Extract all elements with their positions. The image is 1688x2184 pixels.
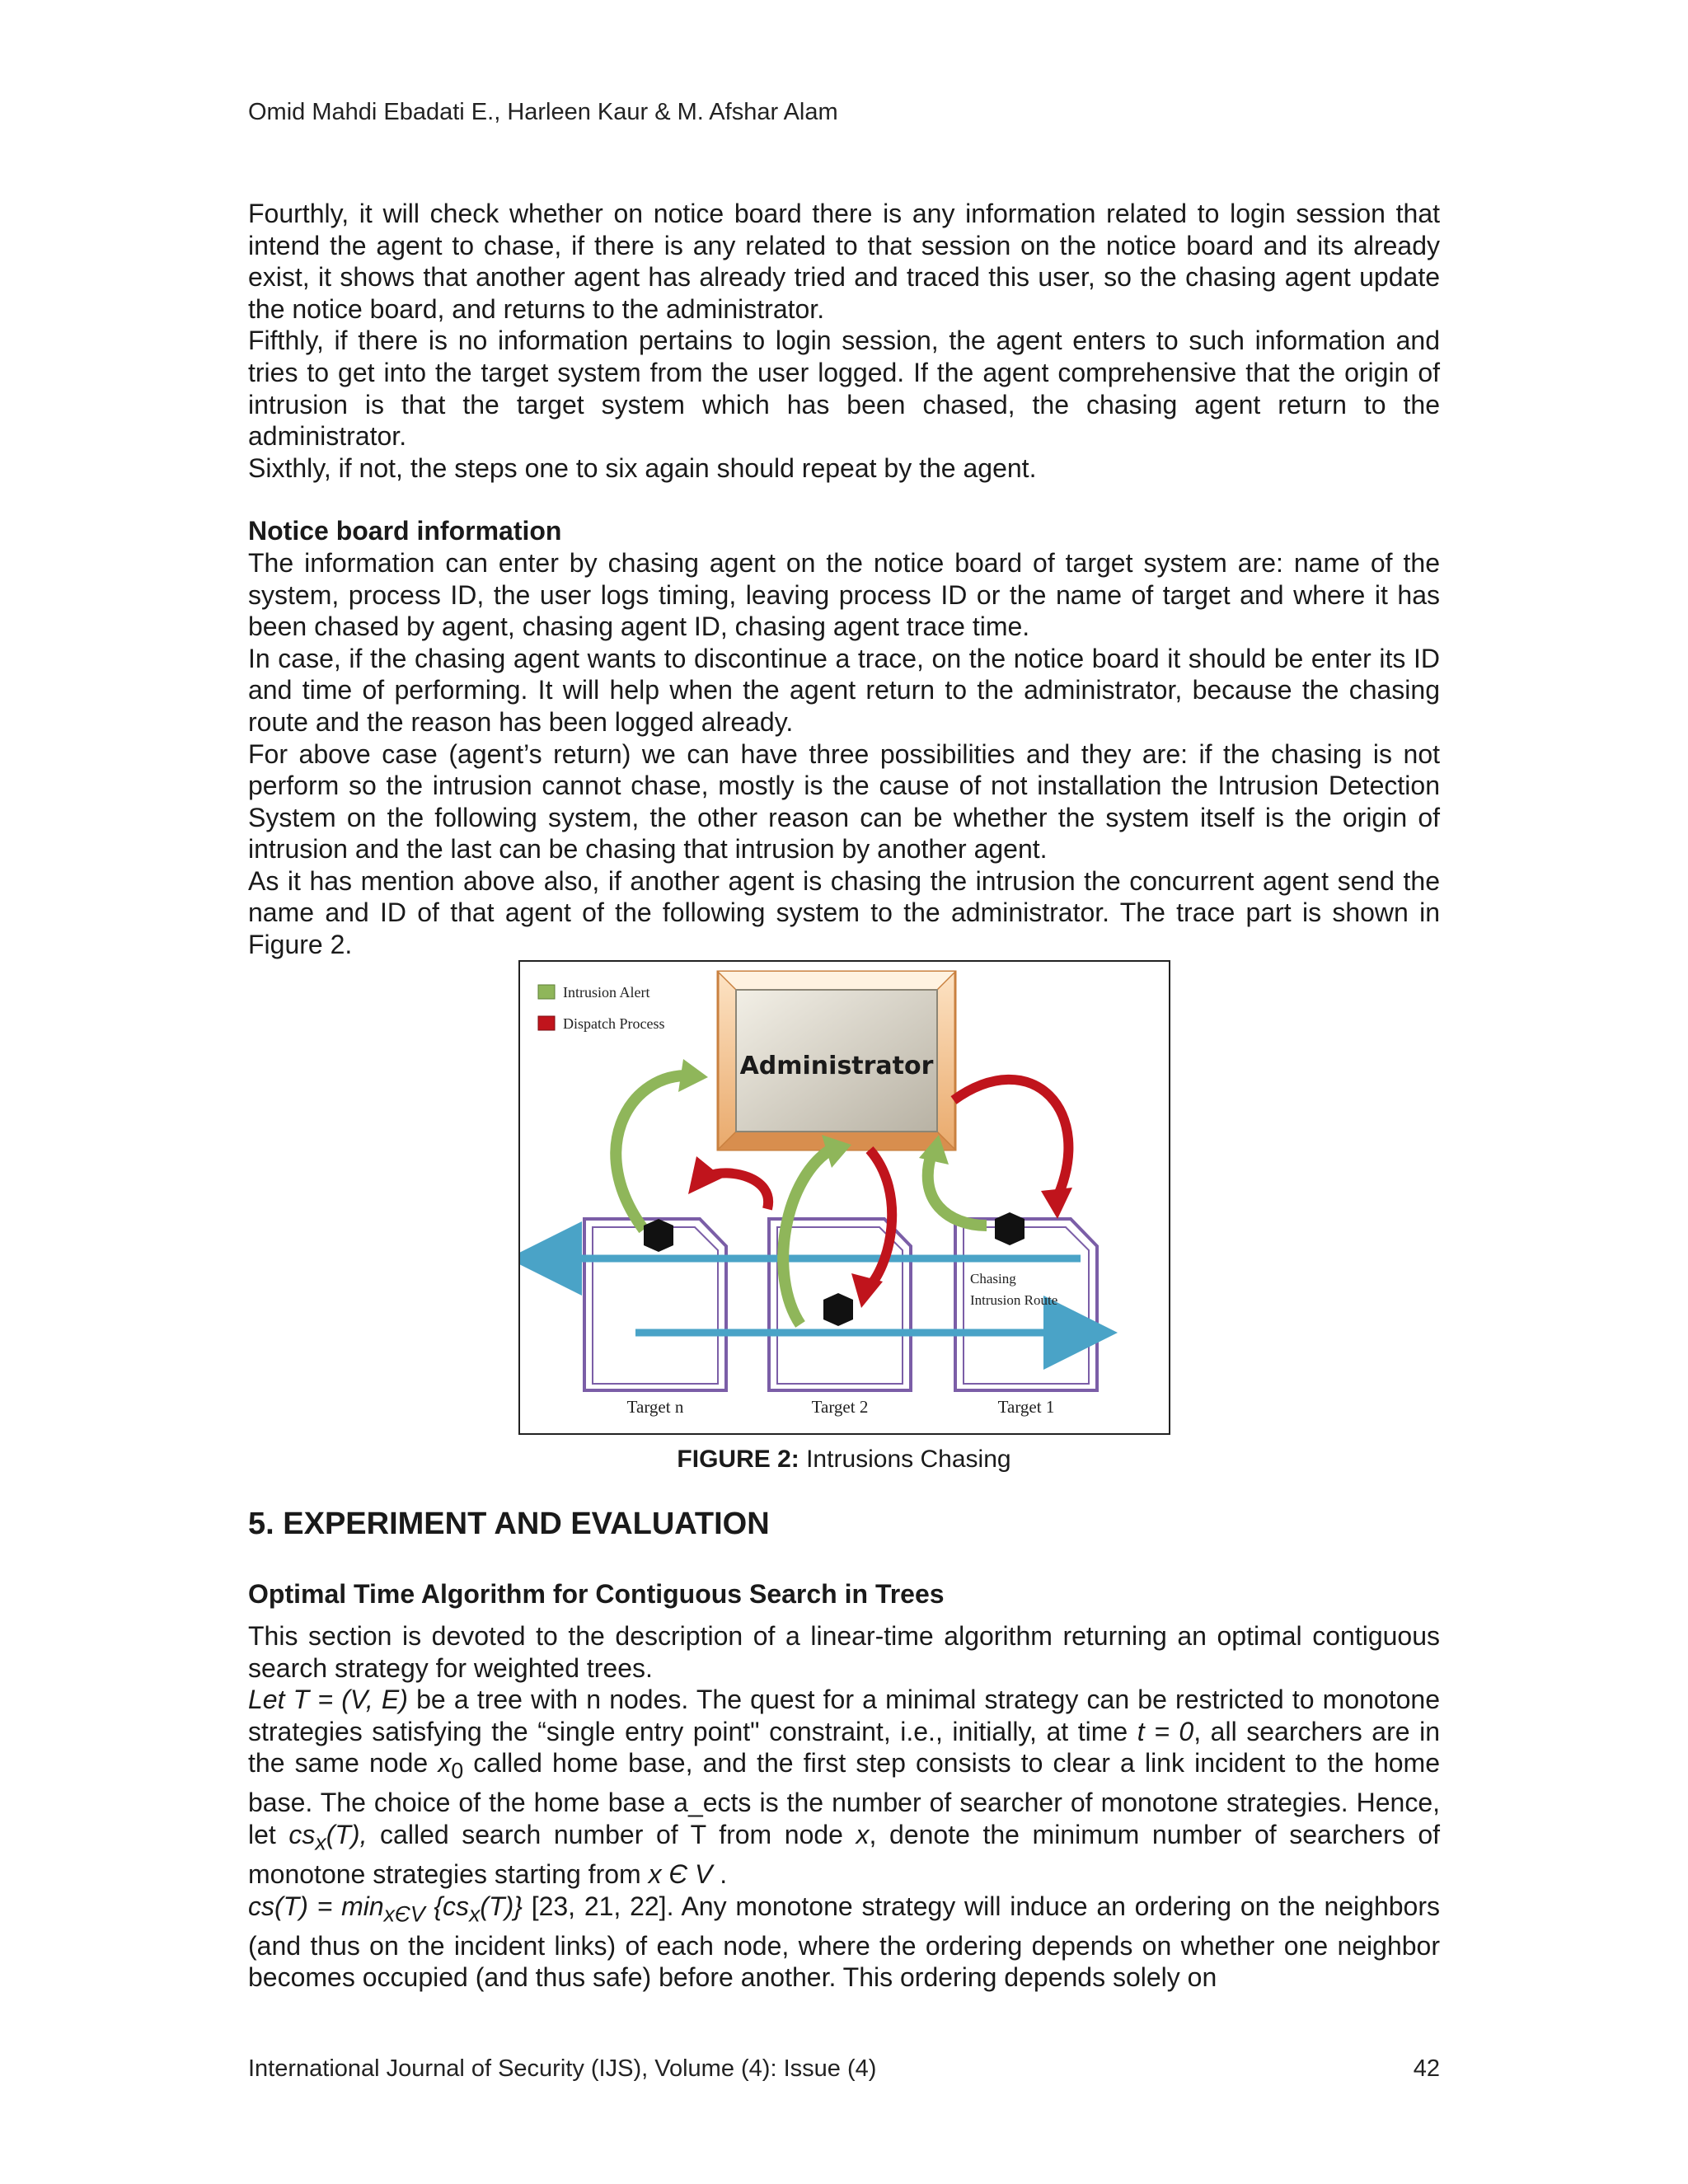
- agent-icon-target2: [823, 1293, 853, 1326]
- page-number: 42: [1413, 2055, 1440, 2082]
- target-2-label: Target 2: [811, 1397, 869, 1417]
- agent-icon-targetn: [644, 1219, 673, 1252]
- math-cs-min: cs(T) = min: [248, 1891, 384, 1921]
- text-span: , denote the minimum number of searchers of monotone strategies starting from: [248, 1819, 1441, 1889]
- text-span: called search number of T from node: [367, 1819, 856, 1849]
- caption-label: FIGURE 2:: [677, 1446, 799, 1473]
- body-block-2: [248, 1620, 1440, 1994]
- paragraph-notice-4: As it has mention above also, if another agent is chasing the intrusion the concurrent agent send the name and ID of that agent of the following system to the administrator. The trace part is shown in Figure 2.: [248, 865, 1440, 960]
- paragraph-sixthly: Sixthly, if not, the steps one to six again should repeat by the agent.: [248, 452, 1037, 483]
- paragraph-tree-definition: [248, 1684, 1440, 1890]
- notice-board-heading: Notice board information: [248, 516, 562, 546]
- paragraph-fourthly: Fourthly, it will check whether on notice board there is any information related to login session that intend the agent to chase, if there is any related to that session on the notice board and its already exist, it shows that another agent has already tried and traced this user, so the chasing agent update the notice board, and returns to the administrator.: [248, 199, 1440, 324]
- paragraph-search-number: [248, 1891, 1440, 1994]
- math-time: t = 0: [1137, 1716, 1194, 1746]
- alert-arrowhead-targetn: [678, 1059, 708, 1092]
- section-heading: 5. EXPERIMENT AND EVALUATION: [248, 1507, 770, 1541]
- dispatch-arrowhead-target1: [1041, 1188, 1072, 1219]
- figure-diagram: [520, 962, 1169, 1433]
- figure-intrusions-chasing: [518, 960, 1170, 1435]
- dispatch-arrowhead-targetn: [688, 1156, 723, 1194]
- alert-arrow-target1: [928, 1151, 987, 1226]
- text-span: , all searchers are in the same node: [248, 1716, 1441, 1779]
- running-header: Omid Mahdi Ebadati E., Harleen Kaur & M. Afshar Alam: [248, 99, 838, 125]
- agent-icon-target1: [995, 1212, 1025, 1245]
- paragraph-notice-1: The information can enter by chasing agent on the notice board of target system are: name of the system, process ID, the user logs timing, leaving process ID or the name of target and where it has been chased by agent, chasing agent ID, chasing agent trace time.: [248, 547, 1440, 642]
- route-label-intrusion-route: Intrusion Route: [970, 1292, 1058, 1308]
- paragraph-notice-3: For above case (agent’s return) we can have three possibilities and they are: if the chasing is not perform so the intrusion cannot chase, mostly is the cause of not installation the Intrusion Detection System on the following system, the other reason can be whether the system itself is the origin of intrusion and the last can be chasing that intrusion by another agent.: [248, 738, 1440, 865]
- paragraph-fifthly: Fifthly, if there is no information pertains to login session, the agent enters to such information and tries to get into the target system from the user logged. If the agent comprehensive that the origin of intrusion is that the target system which has been chased, the chasing agent return to the administrator.: [248, 326, 1440, 452]
- text-span: [23, 21, 22]. Any monotone strategy will induce an ordering on the neighbors (and thus on the incident links) of each node, where the ordering depends on whether one neighbor becomes occupied (and thus safe) before another. This ordering depends solely on: [248, 1891, 1441, 1993]
- legend-intrusion-alert: Intrusion Alert: [563, 984, 650, 1001]
- math-brace-close: (T)}: [480, 1891, 523, 1921]
- math-x-in-v: x Є V: [648, 1858, 713, 1889]
- math-tree: Let T = (V, E): [248, 1685, 408, 1715]
- math-brace: {cs: [424, 1891, 470, 1921]
- page-footer: [248, 2055, 1440, 2083]
- alert-arrow-targetn: [616, 1076, 685, 1230]
- math-x: x: [856, 1819, 870, 1849]
- math-sub: x: [315, 1830, 326, 1855]
- caption-text: Intrusions Chasing: [799, 1446, 1011, 1473]
- route-label-chasing: Chasing: [970, 1271, 1016, 1286]
- legend-swatch-red: [538, 1016, 555, 1030]
- math-x: x: [438, 1748, 452, 1779]
- math-cs: cs: [288, 1819, 316, 1849]
- algorithm-heading: Optimal Time Algorithm for Contiguous Search in Trees: [248, 1579, 945, 1609]
- target-1-label: Target 1: [997, 1397, 1055, 1417]
- math-t: (T),: [326, 1819, 368, 1849]
- legend-dispatch-process: Dispatch Process: [563, 1015, 665, 1032]
- paragraph-algorithm-intro: This section is devoted to the description of a linear-time algorithm returning an optimal contiguous search strategy for weighted trees.: [248, 1621, 1440, 1683]
- journal-citation: International Journal of Security (IJS), Volume (4): Issue (4): [248, 2055, 877, 2082]
- paragraph-notice-2: In case, if the chasing agent wants to discontinue a trace, on the notice board it should be enter its ID and time of performing. It will help when the agent return to the administrator, because the chasing route and the reason has been logged already.: [248, 643, 1440, 737]
- body-block-1: [248, 198, 1440, 961]
- figure-caption: [0, 1446, 1688, 1474]
- administrator-label: Administrator: [739, 1052, 934, 1080]
- text-span: be a tree with n nodes. The quest for a minimal strategy can be restricted to monotone strategies satisfying the “single entry point" constraint, i.e., initially, at time: [248, 1685, 1440, 1746]
- target-n-label: Target n: [626, 1397, 684, 1417]
- math-sub: x: [469, 1900, 481, 1926]
- math-sub: 0: [451, 1758, 464, 1783]
- dispatch-arrow-target1: [954, 1080, 1068, 1201]
- math-sub: xЄV: [383, 1900, 425, 1926]
- text-span: called home base, and the first step consists to clear a link incident to the home base. The choice of the home base a_ects is the number of searcher of monotone strategies. Hence, let: [248, 1748, 1441, 1849]
- text-span: .: [712, 1858, 728, 1889]
- legend-swatch-green: [538, 985, 555, 999]
